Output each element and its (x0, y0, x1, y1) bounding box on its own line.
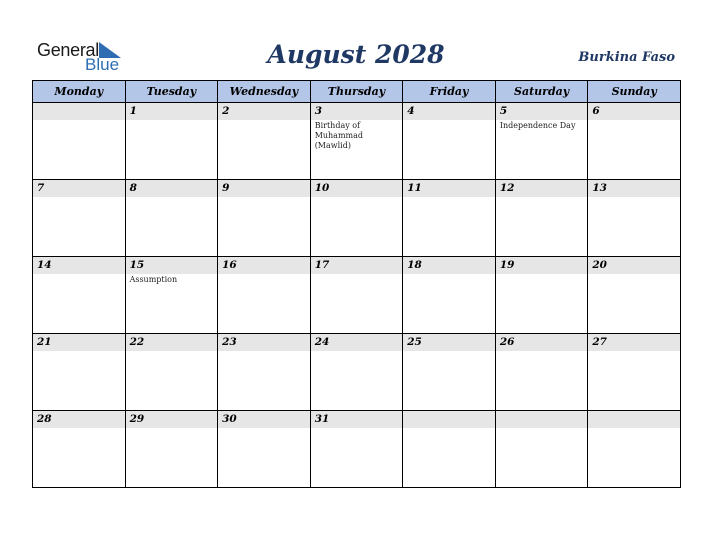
holiday-label (496, 351, 588, 352)
week-row (33, 103, 681, 180)
holiday-label (403, 120, 495, 121)
day-number: 31 (311, 411, 403, 428)
holiday-label (33, 197, 125, 198)
day-number: 26 (496, 334, 588, 351)
day-number: 13 (588, 180, 680, 197)
weekday-saturday: Saturday (495, 81, 588, 103)
day-cell (588, 103, 681, 180)
weekday-tuesday: Tuesday (125, 81, 218, 103)
day-number: 23 (218, 334, 310, 351)
country-name: Burkina Faso (578, 50, 675, 65)
holiday-label (311, 428, 403, 429)
day-cell (588, 257, 681, 334)
day-number: 30 (218, 411, 310, 428)
weekday-sunday: Sunday (588, 81, 681, 103)
day-cell (33, 180, 126, 257)
day-cell (218, 103, 311, 180)
day-cell (310, 103, 403, 180)
holiday-label (588, 351, 680, 352)
day-number: 22 (126, 334, 218, 351)
holiday-label (496, 274, 588, 275)
holiday-label (403, 428, 495, 429)
day-number: 28 (33, 411, 125, 428)
day-number: 7 (33, 180, 125, 197)
day-cell (125, 411, 218, 488)
day-number (588, 411, 680, 428)
day-cell (495, 257, 588, 334)
holiday-label (496, 428, 588, 429)
holiday-label: Independence Day (499, 121, 576, 130)
day-cell (33, 411, 126, 488)
calendar-grid (32, 80, 681, 488)
day-number (33, 103, 125, 120)
day-cell (588, 334, 681, 411)
day-cell (495, 411, 588, 488)
day-cell (588, 180, 681, 257)
week-row (33, 180, 681, 257)
holiday-label (218, 120, 310, 121)
holiday-label (588, 197, 680, 198)
day-cell (218, 257, 311, 334)
holiday-label (311, 197, 403, 198)
logo-blue-text: Blue (85, 55, 120, 74)
day-number: 1 (126, 103, 218, 120)
day-number (403, 411, 495, 428)
calendar-title: August 2028 (267, 40, 445, 69)
day-number: 9 (218, 180, 310, 197)
holiday-label (126, 428, 218, 429)
weekday-wednesday: Wednesday (218, 81, 311, 103)
day-cell (218, 411, 311, 488)
day-cell (218, 334, 311, 411)
day-number: 8 (126, 180, 218, 197)
day-cell (495, 334, 588, 411)
day-number: 4 (403, 103, 495, 120)
day-number: 21 (33, 334, 125, 351)
day-cell (403, 103, 496, 180)
day-cell (218, 180, 311, 257)
day-cell (495, 103, 588, 180)
holiday-label (311, 274, 403, 275)
day-number: 29 (126, 411, 218, 428)
day-number: 5 (496, 103, 588, 120)
weekday-friday: Friday (403, 81, 496, 103)
holiday-label (403, 351, 495, 352)
holiday-label (218, 274, 310, 275)
day-number: 27 (588, 334, 680, 351)
day-number: 14 (33, 257, 125, 274)
day-number (496, 411, 588, 428)
holiday-label (403, 274, 495, 275)
holiday-label: Assumption (129, 275, 178, 284)
week-row (33, 334, 681, 411)
week-row (33, 411, 681, 488)
day-number: 20 (588, 257, 680, 274)
day-cell (310, 257, 403, 334)
day-cell (33, 103, 126, 180)
holiday-label (218, 351, 310, 352)
day-cell (310, 411, 403, 488)
calendar-body (33, 103, 681, 488)
day-cell (403, 180, 496, 257)
day-cell (495, 180, 588, 257)
holiday-label (403, 197, 495, 198)
holiday-label (311, 351, 403, 352)
day-number: 10 (311, 180, 403, 197)
day-number: 3 (311, 103, 403, 120)
day-cell (403, 257, 496, 334)
day-number: 6 (588, 103, 680, 120)
holiday-label (126, 197, 218, 198)
day-cell (125, 180, 218, 257)
day-cell (403, 411, 496, 488)
holiday-label (588, 428, 680, 429)
weekday-header-row (33, 81, 681, 103)
day-number: 15 (126, 257, 218, 274)
holiday-label (33, 428, 125, 429)
week-row (33, 257, 681, 334)
weekday-thursday: Thursday (310, 81, 403, 103)
holiday-label (126, 351, 218, 352)
day-cell (33, 334, 126, 411)
day-number: 17 (311, 257, 403, 274)
holiday-label (588, 274, 680, 275)
day-cell (125, 257, 218, 334)
day-cell (310, 334, 403, 411)
day-number: 12 (496, 180, 588, 197)
day-cell (33, 257, 126, 334)
logo-general-text: General (37, 40, 99, 60)
holiday-label (218, 428, 310, 429)
day-cell (588, 411, 681, 488)
holiday-label (588, 120, 680, 121)
holiday-label (33, 120, 125, 121)
day-cell (125, 103, 218, 180)
day-number: 16 (218, 257, 310, 274)
day-number: 24 (311, 334, 403, 351)
holiday-label (33, 274, 125, 275)
day-number: 19 (496, 257, 588, 274)
day-cell (403, 334, 496, 411)
holiday-label (33, 351, 125, 352)
holiday-label (218, 197, 310, 198)
holiday-label: Birthday of Muhammad (Mawlid) (314, 121, 364, 150)
day-cell (125, 334, 218, 411)
holiday-label (126, 120, 218, 121)
weekday-monday: Monday (33, 81, 126, 103)
day-cell (310, 180, 403, 257)
holiday-label (496, 197, 588, 198)
day-number: 11 (403, 180, 495, 197)
day-number: 25 (403, 334, 495, 351)
day-number: 2 (218, 103, 310, 120)
day-number: 18 (403, 257, 495, 274)
